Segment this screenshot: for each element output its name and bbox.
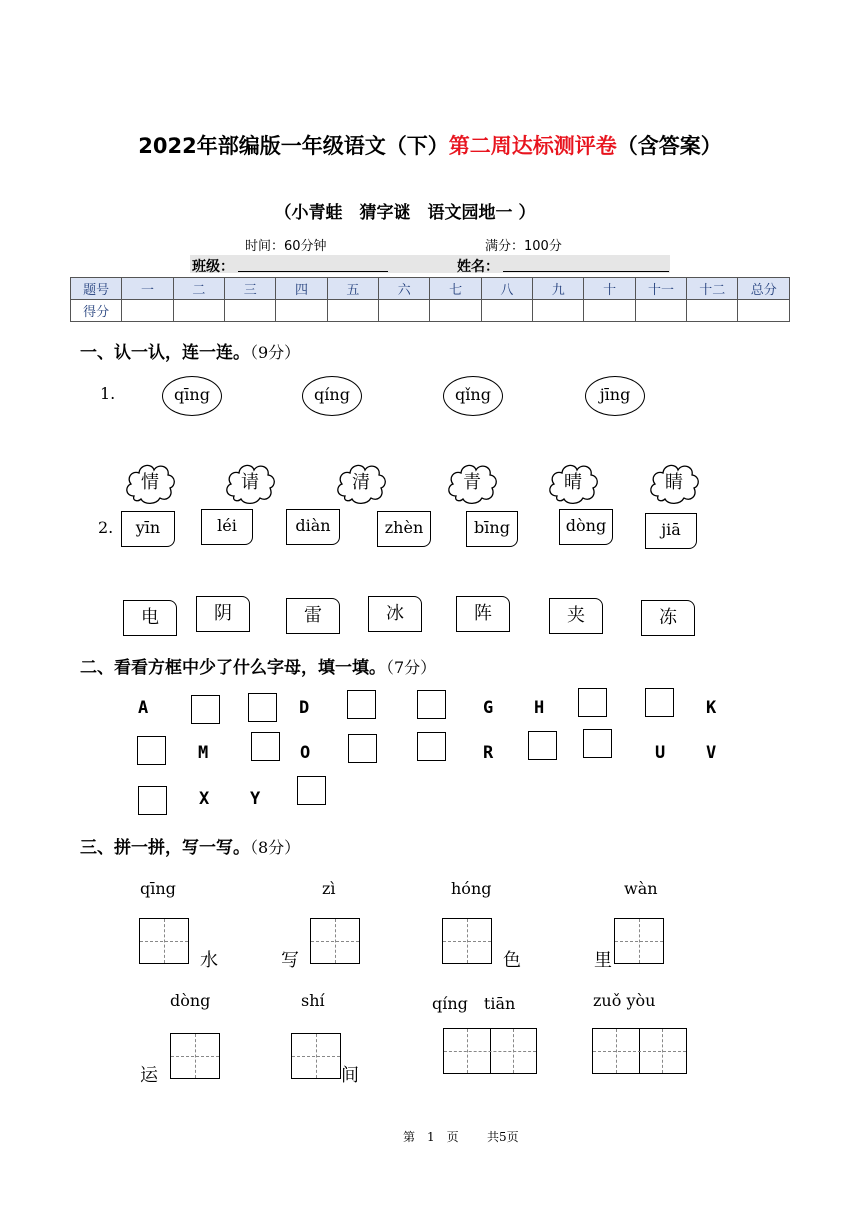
header-cell: 三 bbox=[225, 278, 276, 300]
class-label: 班级： bbox=[192, 259, 234, 275]
cloud-char: 情 bbox=[141, 472, 159, 493]
pinyin-oval: jīng bbox=[585, 376, 645, 416]
score-cell[interactable] bbox=[481, 300, 532, 322]
pinyin-prompt: qíng tiān bbox=[432, 994, 516, 1013]
title-main: 2022年部编版一年级语文（下） bbox=[138, 134, 449, 158]
section2-points: （7分） bbox=[386, 658, 437, 677]
score-row bbox=[71, 300, 790, 322]
writing-grid[interactable] bbox=[442, 918, 492, 964]
header-cell: 十二 bbox=[687, 278, 738, 300]
alphabet-letter: G bbox=[483, 698, 494, 718]
letter-answer-box[interactable] bbox=[138, 786, 167, 815]
pinyin-prompt: qīng bbox=[140, 879, 176, 898]
letter-answer-box[interactable] bbox=[417, 690, 446, 719]
score-row-label: 得分 bbox=[71, 300, 122, 322]
name-label: 姓名： bbox=[457, 259, 499, 275]
full-score: 满分：100分 bbox=[485, 239, 562, 254]
hanzi-box: 电 bbox=[123, 600, 177, 636]
student-info-bar bbox=[190, 255, 670, 273]
alphabet-letter: M bbox=[198, 743, 209, 763]
section1-title: 一、认一认，连一连。 bbox=[80, 343, 250, 363]
pinyin-oval: qíng bbox=[302, 376, 362, 416]
cloud-char: 请 bbox=[241, 472, 259, 493]
pinyin-prompt: wàn bbox=[624, 879, 658, 898]
pinyin-box: zhèn bbox=[377, 511, 431, 547]
header-cell: 七 bbox=[430, 278, 481, 300]
hanzi-box: 冰 bbox=[368, 596, 422, 632]
letter-answer-box[interactable] bbox=[528, 731, 557, 760]
section3-title: 三、拼一拼，写一写。 bbox=[80, 838, 250, 858]
pinyin-oval: qīng bbox=[162, 376, 222, 416]
alphabet-letter: A bbox=[138, 698, 149, 718]
writing-grid[interactable] bbox=[170, 1033, 220, 1079]
hanzi-box: 阴 bbox=[196, 596, 250, 632]
letter-answer-box[interactable] bbox=[297, 776, 326, 805]
score-cell[interactable] bbox=[635, 300, 686, 322]
letter-answer-box[interactable] bbox=[248, 693, 277, 722]
alphabet-letter: U bbox=[655, 743, 666, 763]
character-cloud bbox=[333, 456, 389, 508]
character-cloud bbox=[444, 456, 500, 508]
header-cell: 一 bbox=[122, 278, 173, 300]
given-char: 色 bbox=[503, 950, 521, 971]
score-cell[interactable] bbox=[430, 300, 481, 322]
pinyin-prompt: dòng bbox=[170, 991, 211, 1010]
writing-grid-double[interactable] bbox=[592, 1028, 687, 1074]
header-cell: 五 bbox=[327, 278, 378, 300]
letter-answer-box[interactable] bbox=[347, 690, 376, 719]
page-total: 共5页 bbox=[487, 1130, 519, 1144]
alphabet-letter: D bbox=[299, 698, 310, 718]
character-cloud bbox=[646, 456, 702, 508]
alphabet-letter: K bbox=[706, 698, 717, 718]
character-cloud bbox=[545, 456, 601, 508]
writing-grid-double[interactable] bbox=[443, 1028, 537, 1074]
score-table bbox=[70, 277, 790, 322]
header-cell: 二 bbox=[173, 278, 224, 300]
section2-title: 二、看看方框中少了什么字母，填一填。 bbox=[80, 658, 386, 678]
header-cell: 四 bbox=[276, 278, 327, 300]
time-limit: 时间：60分钟 bbox=[245, 239, 327, 254]
score-cell[interactable] bbox=[379, 300, 430, 322]
letter-answer-box[interactable] bbox=[645, 688, 674, 717]
score-cell[interactable] bbox=[533, 300, 584, 322]
header-cell: 十一 bbox=[635, 278, 686, 300]
score-cell[interactable] bbox=[327, 300, 378, 322]
q1-label: 1. bbox=[100, 384, 116, 403]
writing-grid[interactable] bbox=[310, 918, 360, 964]
pinyin-box: dòng bbox=[559, 509, 613, 545]
letter-answer-box[interactable] bbox=[578, 688, 607, 717]
letter-answer-box[interactable] bbox=[583, 729, 612, 758]
letter-answer-box[interactable] bbox=[417, 732, 446, 761]
cloud-char: 睛 bbox=[665, 472, 683, 493]
alphabet-letter: H bbox=[534, 698, 545, 718]
page-subtitle: （小青蛙 猜字谜 语文园地一 ） bbox=[274, 203, 536, 223]
score-cell[interactable] bbox=[276, 300, 327, 322]
given-char: 间 bbox=[341, 1065, 359, 1086]
pinyin-box: bīng bbox=[466, 511, 518, 547]
section3-heading bbox=[80, 833, 300, 858]
cloud-char: 清 bbox=[352, 472, 370, 493]
letter-answer-box[interactable] bbox=[191, 695, 220, 724]
given-char: 运 bbox=[140, 1065, 158, 1086]
header-cell: 十 bbox=[584, 278, 635, 300]
score-cell[interactable] bbox=[738, 300, 790, 322]
title-highlight: 第二周达标测评卷 bbox=[448, 134, 617, 158]
score-cell[interactable] bbox=[584, 300, 635, 322]
title-suffix: （含答案） bbox=[616, 134, 722, 158]
page-number: 第 1 页 bbox=[403, 1130, 459, 1144]
score-cell[interactable] bbox=[225, 300, 276, 322]
pinyin-prompt: hóng bbox=[451, 879, 492, 898]
score-header-row bbox=[71, 278, 790, 300]
pinyin-prompt: zì bbox=[322, 879, 336, 898]
given-char: 写 bbox=[281, 950, 299, 971]
pinyin-box: yīn bbox=[121, 511, 175, 547]
alphabet-letter: X bbox=[199, 789, 210, 809]
alphabet-letter: Y bbox=[250, 789, 261, 809]
header-cell: 九 bbox=[533, 278, 584, 300]
given-char: 水 bbox=[200, 950, 218, 971]
character-cloud bbox=[122, 456, 178, 508]
pinyin-box: diàn bbox=[286, 509, 340, 545]
pinyin-prompt: shí bbox=[301, 991, 325, 1010]
pinyin-box: jiā bbox=[645, 513, 697, 549]
writing-grid[interactable] bbox=[139, 918, 189, 964]
header-cell: 题号 bbox=[71, 278, 122, 300]
pinyin-box: léi bbox=[201, 509, 253, 545]
writing-grid[interactable] bbox=[291, 1033, 341, 1079]
cloud-char: 青 bbox=[463, 472, 481, 493]
character-cloud bbox=[222, 456, 278, 508]
header-cell: 总分 bbox=[738, 278, 790, 300]
section1-points: （9分） bbox=[250, 343, 301, 362]
q2-label: 2. bbox=[98, 518, 114, 537]
hanzi-box: 夹 bbox=[549, 598, 603, 634]
letter-answer-box[interactable] bbox=[251, 732, 280, 761]
class-field[interactable] bbox=[238, 271, 388, 272]
alphabet-letter: R bbox=[483, 743, 494, 763]
score-cell[interactable] bbox=[173, 300, 224, 322]
pinyin-oval: qǐng bbox=[443, 376, 503, 416]
letter-answer-box[interactable] bbox=[348, 734, 377, 763]
hanzi-box: 雷 bbox=[286, 598, 340, 634]
cloud-char: 晴 bbox=[564, 472, 582, 493]
pinyin-prompt: zuǒ yòu bbox=[593, 991, 656, 1010]
score-cell[interactable] bbox=[122, 300, 173, 322]
writing-grid[interactable] bbox=[614, 918, 664, 964]
section2-heading bbox=[80, 653, 436, 678]
section3-points: （8分） bbox=[250, 838, 301, 857]
name-field[interactable] bbox=[503, 271, 669, 272]
page-title bbox=[0, 130, 860, 160]
hanzi-box: 冻 bbox=[641, 600, 695, 636]
given-char: 里 bbox=[594, 950, 612, 971]
section1-heading bbox=[80, 338, 300, 363]
alphabet-letter: V bbox=[706, 743, 717, 763]
score-cell[interactable] bbox=[687, 300, 738, 322]
header-cell: 六 bbox=[379, 278, 430, 300]
hanzi-box: 阵 bbox=[456, 596, 510, 632]
alphabet-letter: O bbox=[300, 743, 311, 763]
letter-answer-box[interactable] bbox=[137, 736, 166, 765]
header-cell: 八 bbox=[481, 278, 532, 300]
